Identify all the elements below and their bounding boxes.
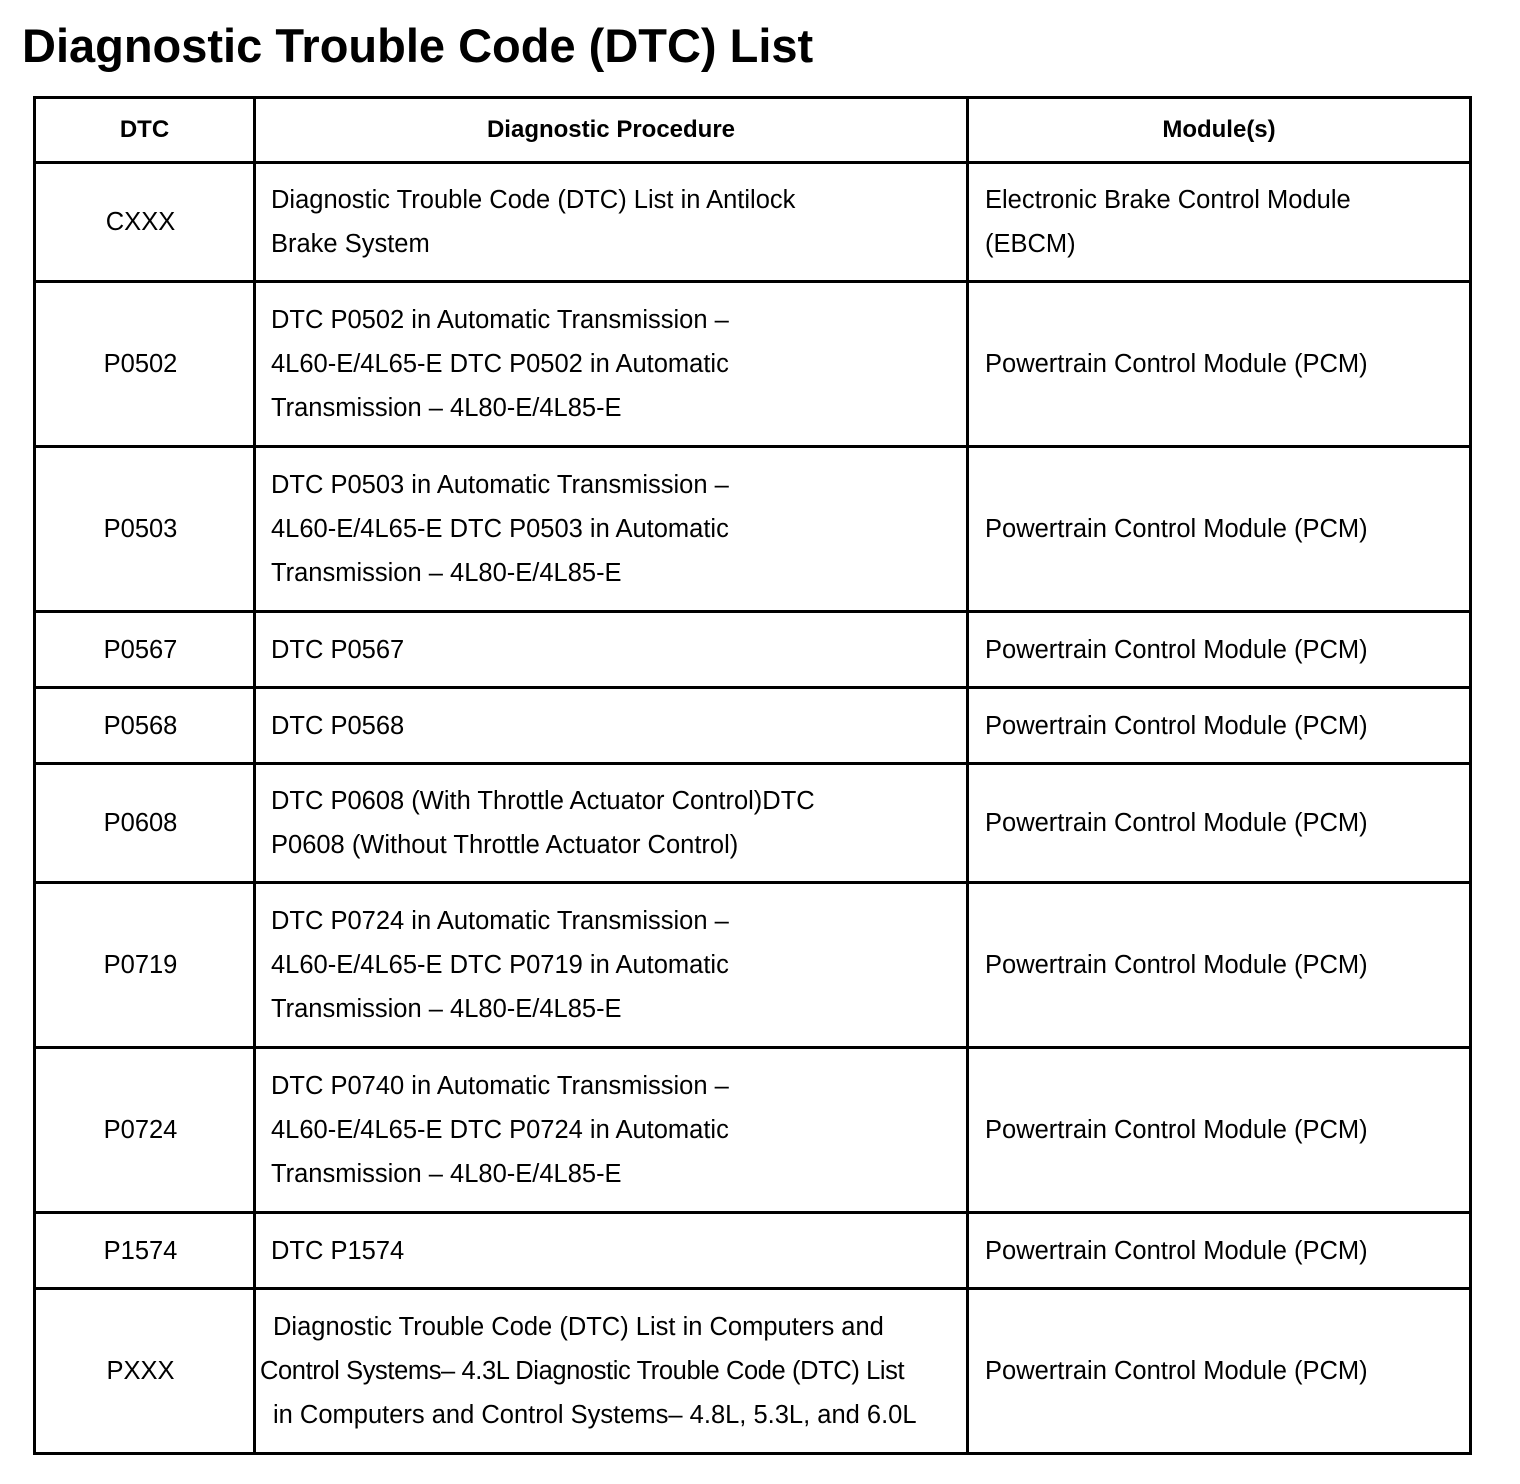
procedure-cell [255,1289,968,1454]
module-cell [968,764,1471,883]
module-cell [968,447,1471,612]
page-title: Diagnostic Trouble Code (DTC) List [22,19,814,72]
module-cell [968,163,1471,282]
column-header-diagnostic-procedure: Diagnostic Procedure [255,98,968,163]
dtc-code-cell: P1574 [35,1213,255,1289]
dtc-code-cell: P0502 [35,282,255,447]
procedure-line: DTC P0740 in Automatic Transmission – [271,1072,729,1100]
table-row [35,1213,1471,1289]
module-line: Powertrain Control Module (PCM) [985,1116,1368,1144]
table-row [35,883,1471,1048]
module-cell [968,1048,1471,1213]
procedure-line: DTC P0503 in Automatic Transmission – [271,471,729,499]
procedure-line: Transmission – 4L80-E/4L85-E [271,995,622,1023]
table-row [35,688,1471,764]
module-cell [968,883,1471,1048]
module-cell [968,282,1471,447]
module-line: Powertrain Control Module (PCM) [985,515,1368,543]
column-header-modules: Module(s) [968,98,1471,163]
procedure-line: Control Systems– 4.3L Diagnostic Trouble Code (DTC) List [260,1357,905,1385]
procedure-cell [255,764,968,883]
procedure-cell [255,282,968,447]
dtc-table [33,96,1472,1455]
dtc-code-cell: P0567 [35,612,255,688]
table-row [35,163,1471,282]
procedure-line: Transmission – 4L80-E/4L85-E [271,1160,622,1188]
module-line: Powertrain Control Module (PCM) [985,809,1368,837]
procedure-line: DTC P0568 [271,711,405,740]
procedure-cell [255,447,968,612]
module-cell [968,1213,1471,1289]
procedure-line: in Computers and Control Systems– 4.8L, 5.3L, and 6.0L [273,1401,917,1429]
module-line: Powertrain Control Module (PCM) [985,951,1368,979]
column-header-dtc: DTC [35,98,255,163]
procedure-line: 4L60-E/4L65-E DTC P0502 in Automatic [271,350,729,378]
procedure-cell [255,1048,968,1213]
module-cell [968,612,1471,688]
module-line: Electronic Brake Control Module [985,186,1351,214]
module-line: Powertrain Control Module (PCM) [985,1236,1368,1265]
procedure-cell [255,163,968,282]
procedure-line: Diagnostic Trouble Code (DTC) List in Antilock [271,186,796,214]
dtc-code-cell: P0568 [35,688,255,764]
procedure-cell [255,688,968,764]
module-cell [968,1289,1471,1454]
table-row [35,447,1471,612]
table-row [35,764,1471,883]
procedure-line: Diagnostic Trouble Code (DTC) List in Computers and [273,1313,884,1341]
procedure-cell [255,883,968,1048]
procedure-line: Transmission – 4L80-E/4L85-E [271,559,622,587]
procedure-line: Brake System [271,230,430,258]
procedure-line: 4L60-E/4L65-E DTC P0503 in Automatic [271,515,729,543]
module-line: Powertrain Control Module (PCM) [985,1357,1368,1385]
procedure-line: Transmission – 4L80-E/4L85-E [271,394,622,422]
procedure-line: DTC P0608 (With Throttle Actuator Control)DTC [271,787,815,815]
module-line: Powertrain Control Module (PCM) [985,711,1368,740]
procedure-line: 4L60-E/4L65-E DTC P0719 in Automatic [271,951,729,979]
procedure-line: DTC P0502 in Automatic Transmission – [271,306,729,334]
table-row [35,1289,1471,1454]
table-row [35,612,1471,688]
procedure-line: DTC P0724 in Automatic Transmission – [271,907,729,935]
dtc-code-cell: P0719 [35,883,255,1048]
procedure-line: 4L60-E/4L65-E DTC P0724 in Automatic [271,1116,729,1144]
procedure-line: P0608 (Without Throttle Actuator Control) [271,831,739,859]
dtc-code-cell: PXXX [35,1289,255,1454]
table-header-row [35,98,1471,163]
procedure-line: DTC P0567 [271,635,405,664]
module-cell [968,688,1471,764]
module-line: Powertrain Control Module (PCM) [985,350,1368,378]
procedure-cell [255,1213,968,1289]
table-row [35,282,1471,447]
dtc-code-cell: P0503 [35,447,255,612]
module-line: (EBCM) [985,230,1076,258]
dtc-code-cell: P0608 [35,764,255,883]
dtc-code-cell: CXXX [35,163,255,282]
procedure-cell [255,612,968,688]
table-row [35,1048,1471,1213]
procedure-line: DTC P1574 [271,1236,405,1265]
module-line: Powertrain Control Module (PCM) [985,635,1368,664]
dtc-code-cell: P0724 [35,1048,255,1213]
